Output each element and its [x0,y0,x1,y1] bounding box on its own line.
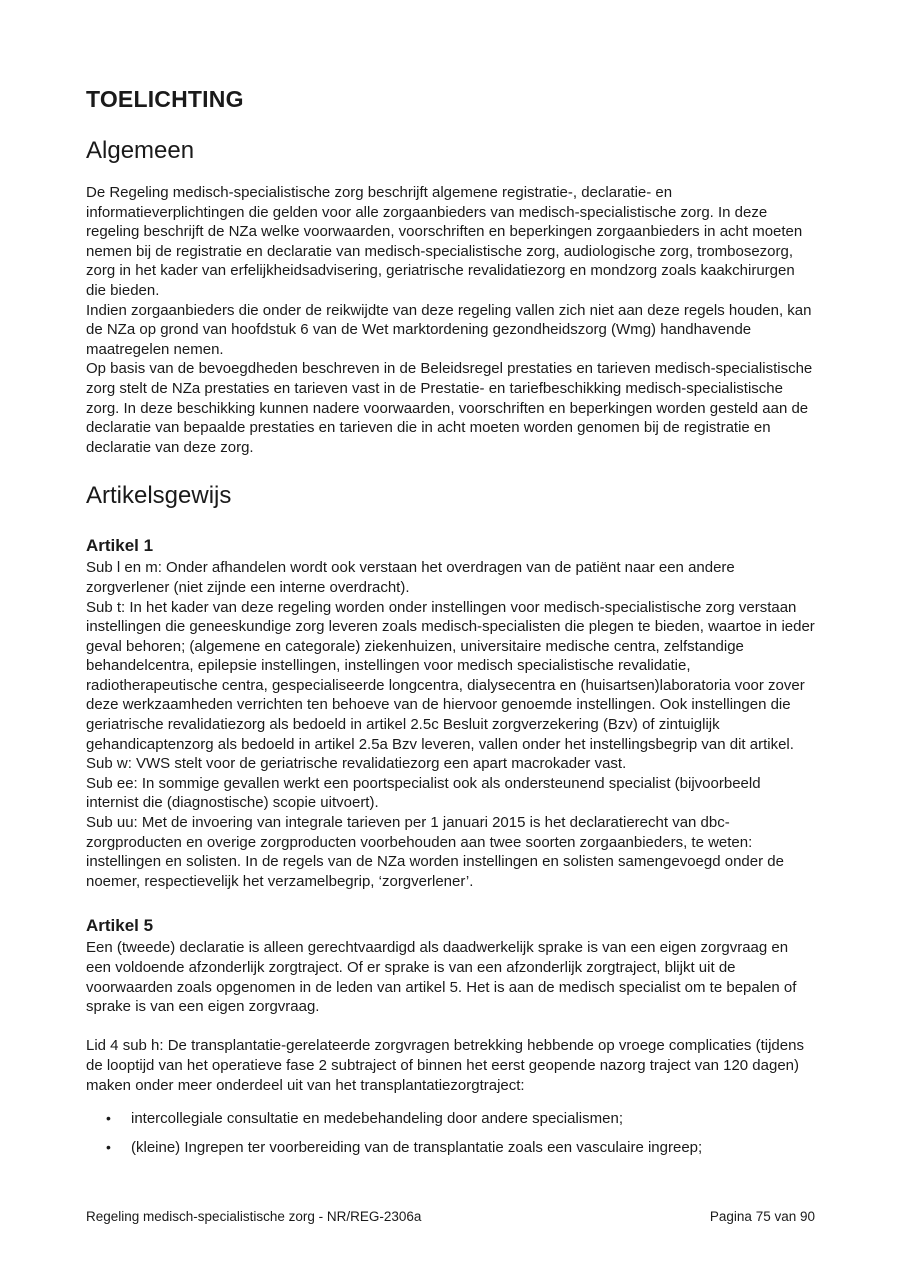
list-item: • intercollegiale consultatie en medebehandeling door andere specialismen; [86,1109,816,1129]
paragraph: Sub t: In het kader van deze regeling worden onder instellingen voor medisch-specialistische zorg verstaan instellingen die geneeskundige zorg leveren zoals medisch-specialisten die plegen te bieden, waartoe in ieder geval behoren; (algemene en categorale) ziekenhuizen, universitaire medische centra, zelfstandige behandelcentra, epilepsie instellingen, instellingen voor medisch specialistische revalidatie, radiotherapeutische centra, gespecialiseerde longcentra, dialysecentra en (huisartsen)laboratoria voor zover deze werkzaamheden verrichten ten behoeve van de hiervoor genoemde instellingen. Ook instellingen die geriatrische revalidatiezorg als bedoeld in artikel 2.5c Besluit zorgverzekering (Bzv) of zintuiglijk gehandicaptenzorg als bedoeld in artikel 2.5a Bzv leveren, vallen onder het instellingsbegrip van dit artikel. [86,598,815,753]
bullet-list [86,1109,816,1157]
section-algemeen-body [86,183,816,457]
page-footer [86,1208,815,1225]
article-heading-artikel-1: Artikel 1 [86,536,154,556]
section-heading-artikelsgewijs: Artikelsgewijs [86,482,232,510]
document-title: TOELICHTING [86,86,244,112]
paragraph: Sub uu: Met de invoering van integrale tarieven per 1 januari 2015 is het declaratierecht van dbc-zorgproducten en overige zorgproducten voorbehouden aan twee soorten zorgaanbieders, te weten: instellingen en solisten. In de regels van de NZa worden instellingen en solisten samengevoegd onder de noemer, respectievelijk het verzamelbegrip, ‘zorgverlener’. [86,814,784,890]
paragraph: Indien zorgaanbieders die onder de reikwijdte van deze regeling vallen zich niet aan deze regels houden, kan de NZa op grond van hoofdstuk 6 van de Wet marktordening gezondheidszorg (Wmg) handhavende maatregelen nemen. [86,301,812,358]
footer-document-reference: Regeling medisch-specialistische zorg - NR/REG-2306a [86,1209,422,1224]
article-heading-artikel-5: Artikel 5 [86,916,154,936]
list-item: • (kleine) Ingrepen ter voorbereiding van de transplantatie zoals een vasculaire ingreep; [86,1138,816,1158]
paragraph: De Regeling medisch-specialistische zorg beschrijft algemene registratie-, declaratie- en informatieverplichtingen die gelden voor alle zorgaanbieders van medisch-specialistische zorg. In deze regeling beschrijft de NZa welke voorwaarden, voorschriften en beperkingen zorgaanbieders in acht moeten nemen bij de registratie en declaratie van medisch-specialistische zorg, audiologische zorg, trombosezorg, zorg in het kader van erfelijkheidsadvisering, geriatrische revalidatiezorg en mondzorg zoals kaakchirurgen die bieden. [86,184,803,299]
article-5-body [86,938,816,1157]
paragraph: Lid 4 sub h: De transplantatie-gerelateerde zorgvragen betrekking hebbende op vroege complicaties (tijdens de looptijd van het operatieve fase 2 subtraject of binnen het eerst geopende nazorg traject van 120 dagen) maken onder meer onderdeel uit van het transplantatiezorgtraject: [86,1037,804,1094]
paragraph: Sub l en m: Onder afhandelen wordt ook verstaan het overdragen van de patiënt naar een andere zorgverlener (niet zijnde een interne overdracht). [86,559,735,596]
article-1-body [86,558,816,891]
footer-page-number: Pagina 75 van 90 [709,1209,815,1224]
paragraph: Op basis van de bevoegdheden beschreven in de Beleidsregel prestaties en tarieven medisch-specialistische zorg stelt de NZa prestaties en tarieven vast in de Prestatie- en tariefbeschikking medisch-specialistische zorg. In deze beschikking kunnen nadere voorwaarden, voorschriften en beperkingen worden gesteld aan de declaratie van bepaalde prestaties en tarieven die in acht moeten worden genomen bij de registratie en declaratie van deze zorg. [86,360,813,456]
paragraph: Sub w: VWS stelt voor de geriatrische revalidatiezorg een apart macrokader vast. [86,755,627,773]
paragraph: Sub ee: In sommige gevallen werkt een poortspecialist ook als ondersteunend specialist (bijvoorbeeld internist die (diagnostische) scopie uitvoert). [86,774,761,812]
paragraph: Een (tweede) declaratie is alleen gerechtvaardigd als daadwerkelijk sprake is van een eigen zorgvraag en een voldoende afzonderlijk zorgtraject. Of er sprake is van een afzonderlijk zorgtraject, blijkt uit de voorwaarden zoals opgenomen in de leden van artikel 5. Het is aan de medisch specialist om te bepalen of sprake is van een eigen zorgvraag. [86,939,797,1016]
page-content [86,0,816,1166]
section-heading-algemeen: Algemeen [86,137,195,164]
